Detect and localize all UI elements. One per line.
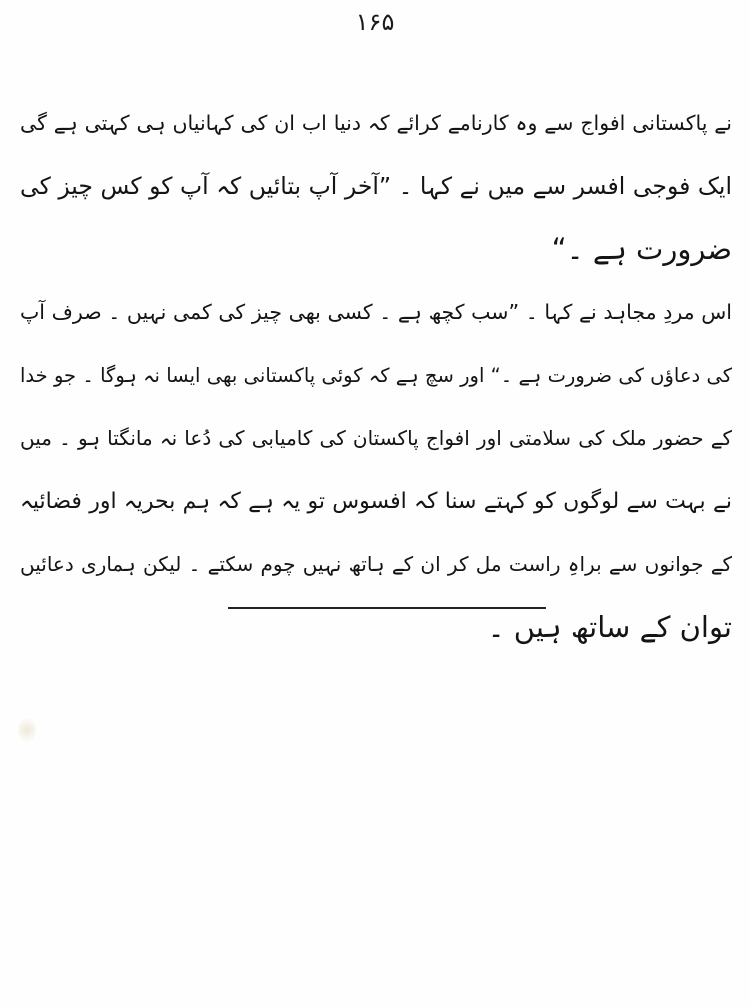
text-line-1: نے پاکستانی افواج سے وہ کارنامے کرائے کہ دنیا اب ان کی کہانیاں ہی کہتی ہے گی (20, 111, 732, 135)
page-number: ۱۶۵ (355, 8, 395, 36)
text-line-8: کے جوانوں سے براہِ راست مل کر ان کے ہاتھ نہیں چوم سکتے ۔ لیکن ہماری دعائیں (20, 552, 732, 576)
body-text (20, 92, 732, 659)
text-line-5: کی دعاؤں کی ضرورت ہے ۔“ اور سچ ہے کہ کوئی پاکستانی بھی ایسا نہ ہوگا ۔ جو خدا (20, 364, 732, 387)
text-line-4: اس مردِ مجاہد نے کہا ۔ ”سب کچھ ہے ۔ کسی بھی چیز کی کمی نہیں ۔ صرف آپ (20, 300, 732, 324)
paper-stain (18, 718, 36, 742)
text-line-2: ایک فوجی افسر سے میں نے کہا ۔ ”آخر آپ بتائیں کہ آپ کو کس چیز کی (20, 172, 732, 200)
text-line-6: کے حضور ملک کی سلامتی اور افواج پاکستان کی کامیابی کی دُعا نہ مانگتا ہو ۔ میں (20, 426, 732, 450)
text-line-9: توان کے ساتھ ہیں ۔ (487, 610, 732, 644)
text-line-7: نے بہت سے لوگوں کو کہتے سنا کہ افسوس تو یہ ہے کہ ہم بحریہ اور فضائیہ (20, 489, 732, 514)
text-line-3: ضرورت ہے ۔“ (551, 232, 732, 266)
section-divider (228, 607, 546, 609)
